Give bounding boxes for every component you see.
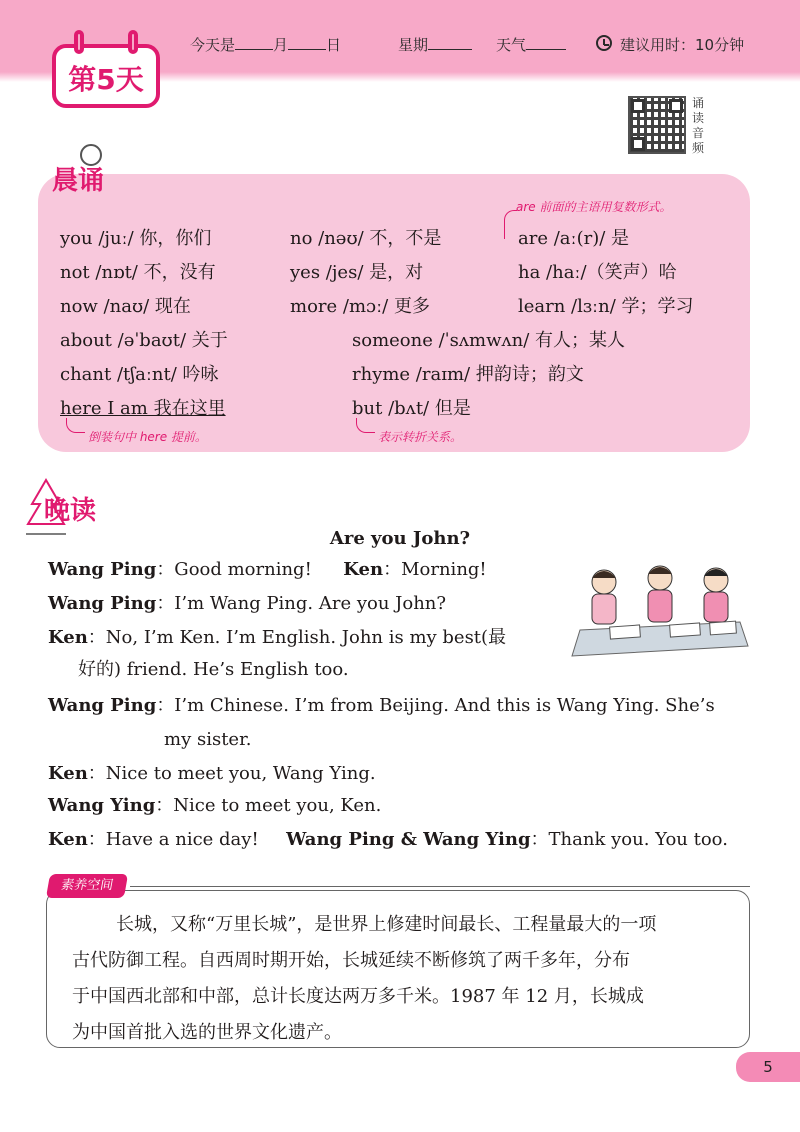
weekday-label: 星期	[398, 36, 429, 54]
vocab-item: now /naʊ/ 现在	[60, 296, 191, 317]
date-prefix: 今天是	[190, 36, 236, 54]
section-title-evening: 晚读	[44, 496, 97, 526]
note-plural: are 前面的主语用复数形式。	[516, 200, 672, 214]
weather-label: 天气	[496, 36, 527, 54]
day-text: 日	[326, 36, 342, 54]
divider	[130, 886, 750, 887]
dialog-line: Wang Ying：Nice to meet you, Ken.	[48, 795, 382, 816]
dialog-line: Ken：Have a nice day! Wang Ping & Wang Ying：Thank you. You too.	[48, 829, 728, 850]
dialog-line: my sister.	[164, 729, 252, 750]
qr-label: 诵读音频	[692, 96, 705, 155]
dialog-line: Ken：Nice to meet you, Wang Ying.	[48, 763, 376, 784]
date-field	[190, 34, 341, 55]
vocab-item: you /juː/ 你，你们	[60, 228, 212, 249]
vocab-item: not /nɒt/ 不，没有	[60, 262, 216, 283]
day-label: 第5天	[68, 63, 144, 96]
calendar-ring-icon	[128, 30, 138, 54]
vocab-item: yes /jes/ 是，对	[290, 262, 424, 283]
knowledge-text: 为中国首批入选的世界文化遗产。	[72, 1022, 342, 1043]
knowledge-text: 古代防御工程。自西周时期开始，长城延续不断修筑了两千多年，分布	[72, 950, 630, 971]
qr-code[interactable]	[628, 96, 686, 154]
vocab-item: more /mɔː/ 更多	[290, 296, 430, 317]
dialog-line: 好的) friend. He’s English too.	[78, 659, 349, 680]
note-pointer	[66, 418, 85, 433]
knowledge-text: 于中国西北部和中部，总计长度达两万多千米。1987 年 12 月，长城成	[72, 986, 644, 1007]
knowledge-text: 长城，又称“万里长城”，是世界上修建时间最长、工程量最大的一项	[116, 914, 657, 935]
month-label: 月	[273, 36, 289, 54]
dialog-line: Ken：No, I’m Ken. I’m English. John is my best(最	[48, 627, 507, 648]
vocab-item: ha /haː/（笑声）哈	[518, 262, 677, 283]
note-pointer	[504, 210, 517, 239]
day-tag	[52, 44, 160, 108]
vocab-item: are /aː(r)/ 是	[518, 228, 630, 249]
vocab-item: someone /ˈsʌmwʌn/ 有人；某人	[352, 330, 626, 351]
page-number: 5	[736, 1052, 800, 1082]
weekday-field	[398, 34, 472, 55]
note-but: 表示转折关系。	[378, 430, 463, 444]
vocab-item: chant /tʃaːnt/ 吟咏	[60, 364, 219, 385]
vocab-item: no /nəʊ/ 不，不是	[290, 228, 442, 249]
vocab-item: rhyme /raɪm/ 押韵诗；韵文	[352, 364, 584, 385]
vocab-item: here I am 我在这里	[60, 398, 226, 419]
vocab-item: but /bʌt/ 但是	[352, 398, 471, 419]
weather-field	[496, 34, 566, 55]
calendar-ring-icon	[74, 30, 84, 54]
time-suggest: 建议用时：10分钟	[620, 36, 745, 54]
clock-icon	[596, 35, 612, 51]
vocab-item: learn /lɜːn/ 学；学习	[518, 296, 694, 317]
note-here: 倒装句中 here 提前。	[88, 430, 207, 444]
vocab-item: about /əˈbaʊt/ 关于	[60, 330, 228, 351]
note-pointer	[356, 418, 375, 433]
dialog-title: Are you John?	[329, 528, 471, 549]
children-illustration	[570, 560, 750, 660]
knowledge-tag: 素养空间	[46, 874, 128, 898]
dialog-line: Wang Ping：Good morning! Ken：Morning!	[48, 559, 487, 580]
dialog-line: Wang Ping：I’m Chinese. I’m from Beijing. And this is Wang Ying. She’s	[48, 695, 715, 716]
dialog-line: Wang Ping：I’m Wang Ping. Are you John?	[48, 593, 447, 614]
section-title-morning: 晨诵	[52, 166, 105, 196]
